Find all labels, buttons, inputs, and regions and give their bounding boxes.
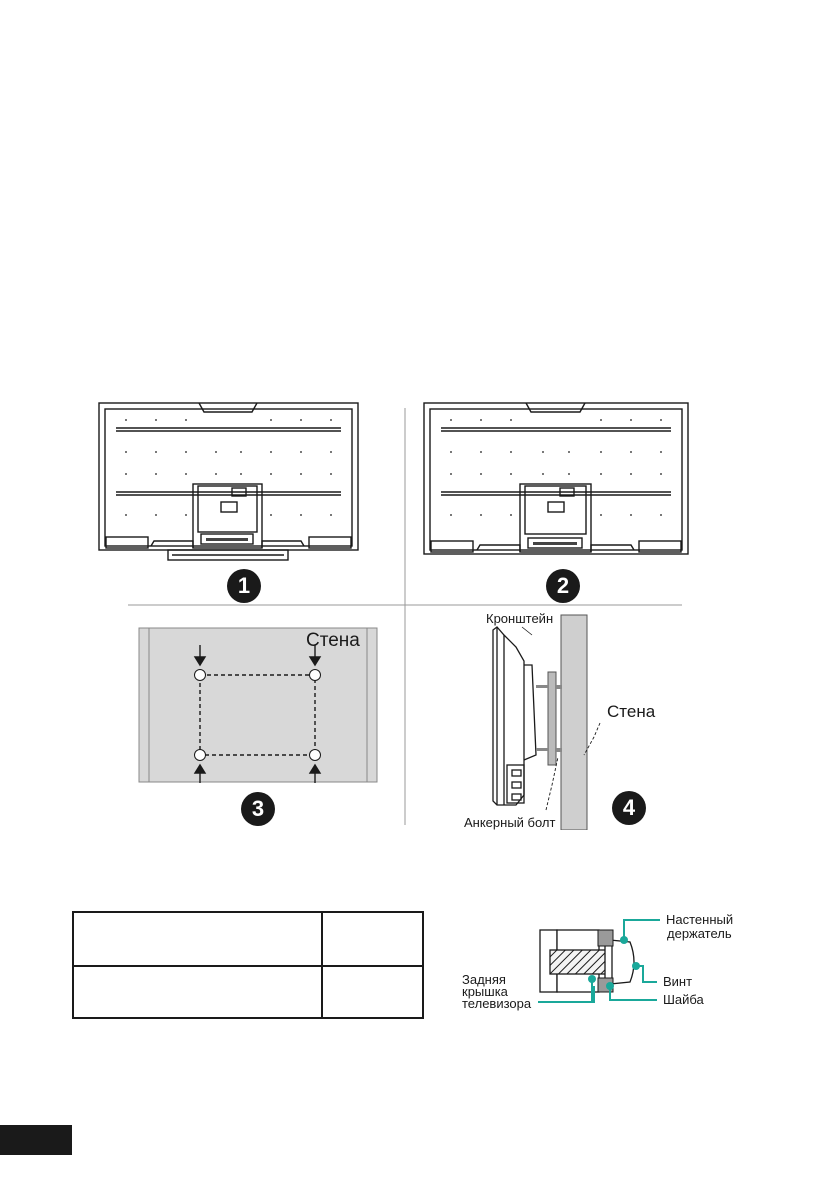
table-row-divider <box>74 965 422 967</box>
back-cover-label-line2: крышка <box>462 984 508 999</box>
tv-back-with-stand-figure <box>96 400 361 565</box>
page-tab-marker <box>0 1125 72 1155</box>
washer-label: Шайба <box>663 992 704 1007</box>
wall-holder-label: Настенный <box>666 912 734 927</box>
anchor-bolt-label: Анкерный болт <box>464 815 556 830</box>
wall-label: Стена <box>306 630 360 651</box>
wall-mount-side-view-figure <box>460 605 670 830</box>
step-3-badge: 3 <box>241 792 275 826</box>
wall-label-side: Стена <box>607 702 656 721</box>
step-2-badge: 2 <box>546 569 580 603</box>
tv-back-without-stand-figure <box>421 400 691 558</box>
spec-table <box>72 911 424 1019</box>
back-cover-label: Задняя <box>462 972 506 987</box>
screw-label: Винт <box>663 974 693 989</box>
wall-holder-label-line2: держатель <box>667 926 732 941</box>
step-4-badge: 4 <box>612 791 646 825</box>
bracket-label: Кронштейн <box>486 611 554 626</box>
step-1-badge: 1 <box>227 569 261 603</box>
wall-hole-pattern-figure <box>138 627 378 783</box>
back-cover-label-line3: телевизора <box>462 996 532 1011</box>
screw-assembly-diagram <box>458 904 758 1024</box>
table-column-divider <box>321 913 323 1017</box>
